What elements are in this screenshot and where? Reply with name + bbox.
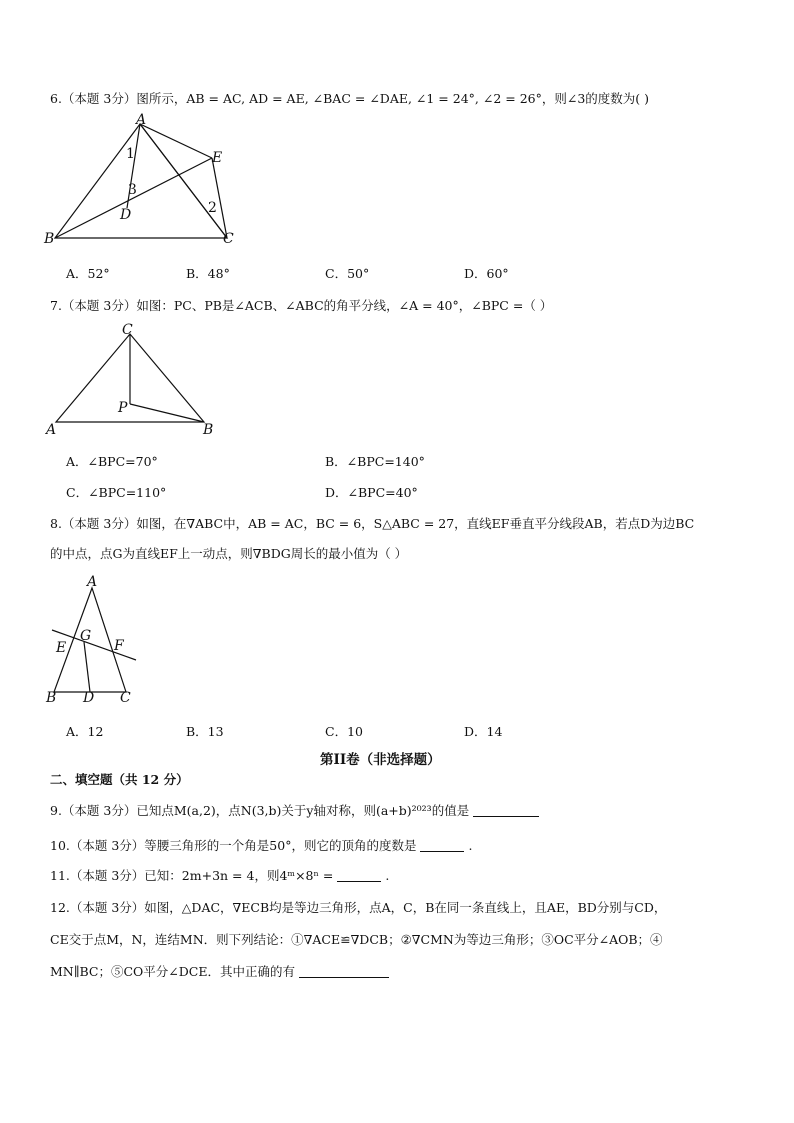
q7-label-A: A	[46, 422, 57, 438]
q11-answer-blank[interactable]	[337, 868, 381, 882]
q11-end: .	[385, 868, 390, 883]
q12-line2: CE交于点M，N，连结MN．则下列结论：①∇ACE≌∇DCB；②∇CMN为等边三角形；③OC平分∠AOB；④	[50, 932, 663, 947]
q7-label-C: C	[122, 322, 133, 338]
q8-label-D: D	[83, 690, 95, 706]
q6-label-E: E	[212, 150, 223, 166]
q11	[50, 866, 389, 884]
q10-answer-blank[interactable]	[420, 838, 464, 852]
q8-option-d: D．14	[464, 724, 503, 739]
q12-answer-blank[interactable]	[299, 964, 389, 978]
q6-label-angle3: 3	[128, 182, 137, 198]
q8-stem-line1: 8.（本题 3分）如图，在∇ABC中，AB = AC，BC = 6，S△ABC = 27，直线EF垂直平分线段AB，若点D为边BC	[50, 516, 695, 531]
q7-stem: 7.（本题 3分）如图：PC、PB是∠ACB、∠ABC的角平分线，∠A = 40°，∠BPC =（ ）	[50, 298, 553, 313]
q8-label-E: E	[56, 640, 67, 656]
q7-label-P: P	[118, 400, 128, 416]
q6-label-A: A	[136, 112, 147, 128]
q7-option-d: D．∠BPC=40°	[325, 485, 418, 500]
q8-option-a: A．12	[66, 724, 104, 739]
q8-figure	[40, 574, 150, 710]
q8-label-G: G	[80, 628, 92, 644]
q6-stem: 6.（本题 3分）图所示，AB = AC, AD = AE, ∠BAC = ∠DAE, ∠1 = 24°, ∠2 = 26°，则∠3的度数为( )	[50, 91, 650, 106]
q6-label-angle1: 1	[126, 146, 135, 162]
q8-label-A: A	[87, 574, 98, 590]
q8-stem-line2: 的中点，点G为直线EF上一动点，则∇BDG周长的最小值为（ ）	[50, 546, 408, 561]
q6-option-a: A．52°	[66, 266, 110, 281]
q11-text: 11.（本题 3分）已知：2m+3n = 4，则4ᵐ×8ⁿ =	[50, 868, 334, 883]
part-title: 第II卷（非选择题）	[320, 752, 441, 768]
q8-option-c: C．10	[325, 724, 363, 739]
q6-label-C: C	[223, 231, 234, 247]
q12-line1: 12.（本题 3分）如图，△DAC，∇ECB均是等边三角形，点A，C，B在同一条直线上，且AE，BD分别与CD，	[50, 900, 667, 915]
q10-end: .	[468, 838, 473, 853]
q6-label-angle2: 2	[208, 200, 217, 216]
q8-label-B: B	[46, 690, 57, 706]
q7-label-B: B	[203, 422, 214, 438]
q9-answer-blank[interactable]	[473, 803, 539, 817]
q12-line3: MN∥BC；⑤CO平分∠DCE．其中正确的有	[50, 964, 295, 979]
section-title: 二、填空题（共 12 分）	[50, 772, 189, 787]
q8-label-F: F	[114, 638, 124, 654]
q7-option-a: A．∠BPC=70°	[66, 454, 158, 469]
q8-label-C: C	[120, 690, 131, 706]
q10	[50, 836, 472, 854]
q10-text: 10.（本题 3分）等腰三角形的一个角是50°，则它的顶角的度数是	[50, 838, 417, 853]
q12-line3-wrap	[50, 962, 389, 980]
q6-option-b: B．48°	[186, 266, 230, 281]
q9-text: 9.（本题 3分）已知点M(a,2)，点N(3,b)关于y轴对称，则(a+b)²⁰²³的值是	[50, 803, 470, 818]
q6-option-c: C．50°	[325, 266, 370, 281]
q7-option-c: C．∠BPC=110°	[66, 485, 167, 500]
q7-option-b: B．∠BPC=140°	[325, 454, 425, 469]
q6-label-D: D	[120, 207, 132, 223]
q8-option-b: B．13	[186, 724, 224, 739]
q9	[50, 801, 539, 819]
q6-option-d: D．60°	[464, 266, 509, 281]
q6-label-B: B	[44, 231, 55, 247]
q6-figure	[40, 112, 250, 252]
q7-figure	[40, 318, 230, 440]
